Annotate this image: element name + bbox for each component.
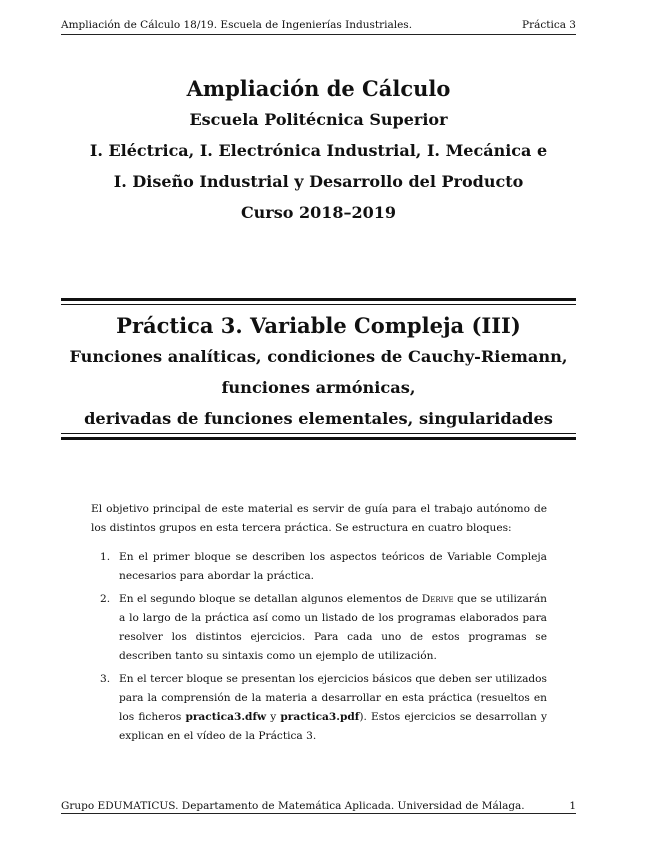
running-header [61,19,576,31]
practice-title-block [61,311,576,434]
bottom-thick-rule [61,437,576,440]
top-thick-rule [61,298,576,301]
list-item-text-pre: En el tercer bloque se presentan los ejercicios básicos que deben ser utilizados para la comprensión de la materia a desarrollar en esta práctica (resueltos en los ficheros [119,673,547,723]
list-item [91,548,547,586]
page-number: 1 [569,800,576,812]
school-name: Escuela Politécnica Superior [189,110,448,129]
list-item [91,590,547,666]
intro-paragraph: El objetivo principal de este material es servir de guía para el trabajo autónomo de los distintos grupos en esta tercera práctica. Se estructura en cuatro bloques: [91,503,547,534]
footer-rule [61,813,576,814]
degrees-line-1: I. Eléctrica, I. Electrónica Industrial, I. Mecánica e [89,141,548,160]
top-thin-rule [61,304,576,305]
list-item-text-post: ). Estos ejercicios se desarrollan y explican en el vídeo de la Práctica 3. [119,711,547,742]
practice-subtitle-1: Funciones analíticas, condiciones de Cauchy-Riemann, [69,347,568,366]
course-title: Ampliación de Cálculo [186,76,451,101]
header-rule [61,34,576,35]
list-item-text: En el primer bloque se describen los aspectos teóricos de Variable Compleja necesarios para abordar la práctica. [119,551,547,582]
header-left-text: Ampliación de Cálculo 18/19. Escuela de Ingenierías Industriales. [61,19,413,31]
practice-title: Práctica 3. Variable Compleja (III) [116,313,521,338]
body-text [91,500,547,750]
list-item-number: 1. [100,551,111,563]
degrees-line-2: I. Diseño Industrial y Desarrollo del Producto [113,172,524,191]
program-name: Derive [421,593,454,605]
bottom-thin-rule [61,433,576,434]
list-item-text-pre: En el segundo bloque se detallan algunos elementos de [119,593,422,605]
header-right-text: Práctica 3 [522,19,576,31]
title-block [61,74,576,228]
academic-year: Curso 2018–2019 [240,203,397,222]
block-list [91,548,547,746]
practice-subtitle-3: derivadas de funciones elementales, singularidades [84,409,553,428]
list-item-number: 3. [100,673,111,685]
file-name-dfw: practica3.dfw [185,711,267,723]
page-footer [61,800,576,812]
list-item-text-post: que se utilizarán a lo largo de la práctica así como un listado de los programas elaborados para resolver los distintos ejercicios. Para cada uno de estos programas se describen tanto su sintaxis como un ejemplo de utilización. [119,593,547,662]
file-name-pdf: practica3.pdf [280,711,360,723]
footer-left-text: Grupo EDUMATICUS. Departamento de Matemática Aplicada. Universidad de Málaga. [61,800,525,812]
list-item-number: 2. [100,593,111,605]
practice-subtitle-2: funciones armónicas, [221,378,416,397]
list-item-text-mid: y [266,711,281,723]
list-item [91,670,547,746]
